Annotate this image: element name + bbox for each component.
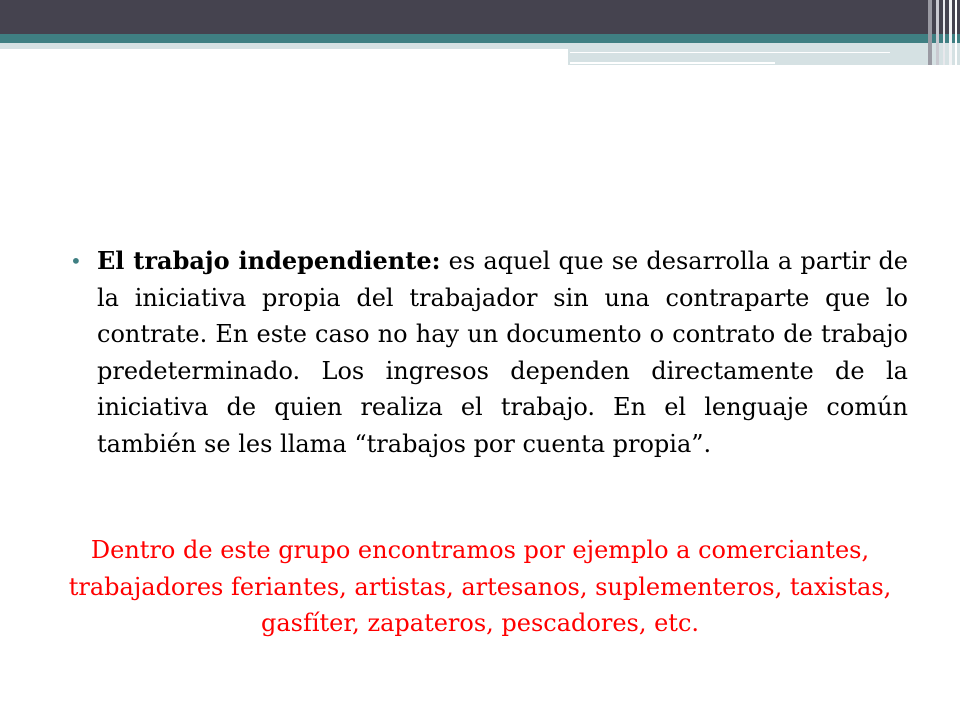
definition-text: [97, 243, 908, 462]
header-edge-stripe: [936, 0, 939, 65]
header-edge-stripe: [949, 0, 952, 65]
definition-term: El trabajo independiente:: [97, 246, 441, 275]
header-edge-stripe: [943, 0, 945, 65]
definition-body: es aquel que se desarrolla a partir de la iniciativa propia del trabajador sin una contraparte que lo contrate. En este caso no hay un documento o contrato de trabajo predeterminado. Los ingresos dependen directamente de la iniciativa de quien realiza el trabajo. En el lenguaje común también se les llama “trabajos por cuenta propia”.: [97, 247, 909, 458]
header-band-teal: [0, 34, 960, 43]
bullet-point-icon: •: [70, 249, 82, 273]
definition-bullet: [70, 243, 908, 462]
header-edge-stripe: [928, 0, 932, 65]
examples-paragraph: Dentro de este grupo encontramos por ejemplo a comerciantes, trabajadores feriantes, artistas, artesanos, suplementeros, taxistas, gasfíter, zapateros, pescadores, etc.: [68, 536, 892, 637]
header-edge-stripe: [955, 0, 957, 65]
header-accent-line: [570, 62, 775, 64]
header-accent-line: [570, 52, 890, 53]
header-band-dark: [0, 0, 960, 34]
